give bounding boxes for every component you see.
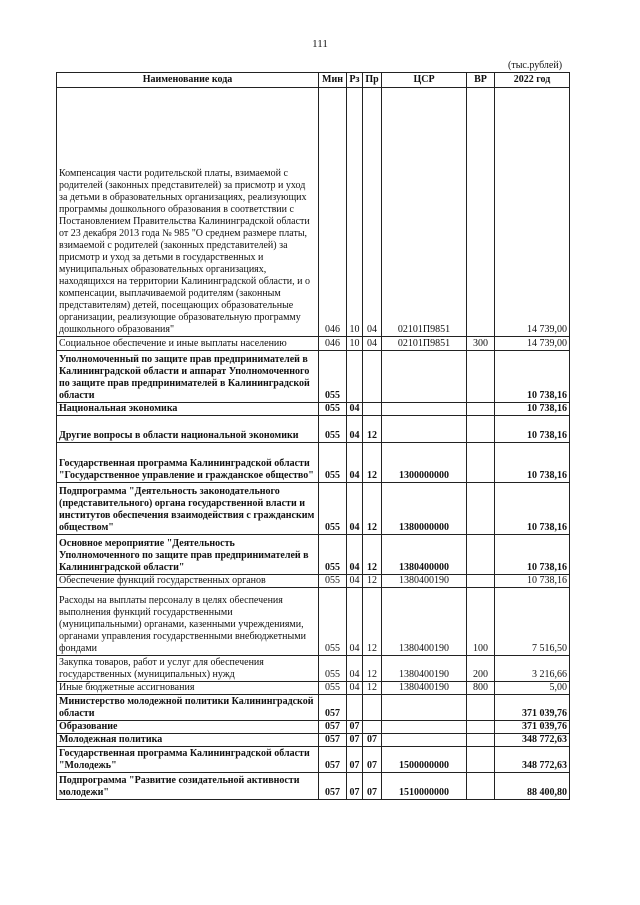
row-name: Основное мероприятие "Деятельность Уполномоченного по защите прав предпринимателей в Калининградской области" [57, 535, 319, 575]
row-csr: 1380400000 [382, 535, 467, 575]
row-csr: 1380400190 [382, 588, 467, 656]
row-rz [347, 695, 363, 721]
header-name: Наименование кода [57, 73, 319, 88]
row-csr: 1380400190 [382, 656, 467, 682]
row-amount: 10 738,16 [495, 351, 570, 403]
row-min: 046 [319, 88, 347, 337]
row-vr [467, 535, 495, 575]
row-vr [467, 416, 495, 443]
table-row [57, 682, 570, 695]
row-name: Государственная программа Калининградской области "Государственное управление и гражданское общество" [57, 443, 319, 483]
row-rz: 04 [347, 483, 363, 535]
row-csr [382, 721, 467, 734]
row-pr [363, 351, 382, 403]
row-name: Другие вопросы в области национальной экономики [57, 416, 319, 443]
table-row [57, 443, 570, 483]
row-name: Подпрограмма "Развитие созидательной активности молодежи" [57, 773, 319, 800]
row-amount: 10 738,16 [495, 416, 570, 443]
row-amount: 3 216,66 [495, 656, 570, 682]
row-name: Государственная программа Калининградской области "Молодежь" [57, 747, 319, 773]
row-rz: 04 [347, 588, 363, 656]
row-min: 055 [319, 351, 347, 403]
row-name: Молодежная политика [57, 734, 319, 747]
row-csr: 02101П9851 [382, 337, 467, 351]
row-min: 057 [319, 695, 347, 721]
unit-note: (тыс.рублей) [508, 60, 563, 71]
row-name: Социальное обеспечение и иные выплаты населению [57, 337, 319, 351]
row-pr: 12 [363, 483, 382, 535]
row-min: 055 [319, 443, 347, 483]
row-pr: 04 [363, 337, 382, 351]
row-name: Расходы на выплаты персоналу в целях обеспечения выполнения функций государственными (муниципальными) органами, казенными учреждениями, органами управления государственными внебюджетными фондами [57, 588, 319, 656]
table-row [57, 351, 570, 403]
table-row [57, 575, 570, 588]
row-pr: 07 [363, 747, 382, 773]
row-csr: 02101П9851 [382, 88, 467, 337]
row-rz: 04 [347, 682, 363, 695]
row-pr: 12 [363, 682, 382, 695]
row-amount: 10 738,16 [495, 443, 570, 483]
header-year: 2022 год [495, 73, 570, 88]
budget-table [56, 72, 570, 800]
row-vr [467, 747, 495, 773]
row-pr: 12 [363, 575, 382, 588]
row-amount: 14 739,00 [495, 88, 570, 337]
row-min: 055 [319, 535, 347, 575]
row-amount: 371 039,76 [495, 721, 570, 734]
page-number: 111 [312, 38, 328, 50]
header-min: Мин [319, 73, 347, 88]
row-csr: 1380400190 [382, 575, 467, 588]
header-pr: Пр [363, 73, 382, 88]
row-rz: 07 [347, 773, 363, 800]
row-csr: 1500000000 [382, 747, 467, 773]
row-amount: 10 738,16 [495, 575, 570, 588]
row-vr [467, 721, 495, 734]
header-vr: ВР [467, 73, 495, 88]
row-pr [363, 695, 382, 721]
row-pr [363, 403, 382, 416]
row-amount: 10 738,16 [495, 483, 570, 535]
row-rz: 04 [347, 403, 363, 416]
row-csr: 1380000000 [382, 483, 467, 535]
row-rz: 07 [347, 747, 363, 773]
row-pr: 12 [363, 656, 382, 682]
row-amount: 371 039,76 [495, 695, 570, 721]
row-amount: 7 516,50 [495, 588, 570, 656]
row-pr: 12 [363, 535, 382, 575]
row-vr [467, 88, 495, 337]
row-min: 057 [319, 747, 347, 773]
row-name: Обеспечение функций государственных органов [57, 575, 319, 588]
row-name: Уполномоченный по защите прав предпринимателей в Калининградской области и аппарат Уполномоченного по защите прав предпринимателей в Калининградской области [57, 351, 319, 403]
table-row [57, 483, 570, 535]
row-pr: 12 [363, 588, 382, 656]
row-pr: 12 [363, 443, 382, 483]
row-rz: 04 [347, 535, 363, 575]
row-min: 057 [319, 734, 347, 747]
row-min: 055 [319, 588, 347, 656]
row-pr: 07 [363, 773, 382, 800]
row-vr: 300 [467, 337, 495, 351]
row-vr [467, 443, 495, 483]
table-row [57, 721, 570, 734]
row-amount: 5,00 [495, 682, 570, 695]
header-rz: Рз [347, 73, 363, 88]
row-min: 057 [319, 721, 347, 734]
row-amount: 14 739,00 [495, 337, 570, 351]
header-csr: ЦСР [382, 73, 467, 88]
table-row [57, 337, 570, 351]
table-row [57, 535, 570, 575]
row-vr [467, 734, 495, 747]
row-csr [382, 403, 467, 416]
row-min: 055 [319, 483, 347, 535]
row-rz: 04 [347, 443, 363, 483]
row-pr: 07 [363, 734, 382, 747]
row-name: Компенсация части родительской платы, взимаемой с родителей (законных представителей) за присмотр и уход за детьми в образовательных организациях, реализующих программы дошкольного образования в соответствии с Постановлением Правительства Калининградской области от 23 декабря 2013 года № 985 "О среднем размере платы, взимаемой с родителей (законных представителей) за присмотр и уход за детьми в государственных и муниципальных образовательных организациях, находящихся на территории Калининградской области, и о компенсации, выплачиваемой родителям (законным представителям) детей, посещающих образовательные организации, реализующие образовательную программу дошкольного образования" [57, 88, 319, 337]
row-csr: 1510000000 [382, 773, 467, 800]
row-rz: 04 [347, 575, 363, 588]
table-row [57, 88, 570, 337]
row-csr [382, 416, 467, 443]
row-pr: 12 [363, 416, 382, 443]
row-name: Национальная экономика [57, 403, 319, 416]
row-rz: 04 [347, 416, 363, 443]
row-vr: 800 [467, 682, 495, 695]
row-name: Подпрограмма "Деятельность законодательного (представительного) органа государственной власти и институтов обеспечения взаимодействия с гражданским обществом" [57, 483, 319, 535]
row-name: Закупка товаров, работ и услуг для обеспечения государственных (муниципальных) нужд [57, 656, 319, 682]
row-csr: 1380400190 [382, 682, 467, 695]
row-vr [467, 773, 495, 800]
row-rz: 07 [347, 721, 363, 734]
row-vr: 200 [467, 656, 495, 682]
table-row [57, 747, 570, 773]
table-row [57, 734, 570, 747]
table-row [57, 588, 570, 656]
row-csr [382, 734, 467, 747]
row-csr: 1300000000 [382, 443, 467, 483]
row-amount: 88 400,80 [495, 773, 570, 800]
row-rz: 10 [347, 337, 363, 351]
row-vr [467, 351, 495, 403]
table-row [57, 656, 570, 682]
table-row [57, 416, 570, 443]
row-name: Министерство молодежной политики Калининградской области [57, 695, 319, 721]
row-vr [467, 403, 495, 416]
row-vr [467, 695, 495, 721]
row-min: 055 [319, 656, 347, 682]
row-min: 055 [319, 682, 347, 695]
row-amount: 348 772,63 [495, 747, 570, 773]
table-row [57, 695, 570, 721]
row-min: 055 [319, 416, 347, 443]
row-vr: 100 [467, 588, 495, 656]
row-min: 055 [319, 575, 347, 588]
row-rz: 07 [347, 734, 363, 747]
row-amount: 348 772,63 [495, 734, 570, 747]
row-amount: 10 738,16 [495, 403, 570, 416]
row-min: 057 [319, 773, 347, 800]
row-name: Иные бюджетные ассигнования [57, 682, 319, 695]
row-csr [382, 695, 467, 721]
row-rz: 04 [347, 656, 363, 682]
row-csr [382, 351, 467, 403]
row-name: Образование [57, 721, 319, 734]
row-min: 046 [319, 337, 347, 351]
row-pr: 04 [363, 88, 382, 337]
row-amount: 10 738,16 [495, 535, 570, 575]
row-vr [467, 575, 495, 588]
table-row [57, 773, 570, 800]
row-min: 055 [319, 403, 347, 416]
row-rz [347, 351, 363, 403]
row-rz: 10 [347, 88, 363, 337]
row-pr [363, 721, 382, 734]
table-header-row [57, 73, 570, 88]
row-vr [467, 483, 495, 535]
table-row [57, 403, 570, 416]
